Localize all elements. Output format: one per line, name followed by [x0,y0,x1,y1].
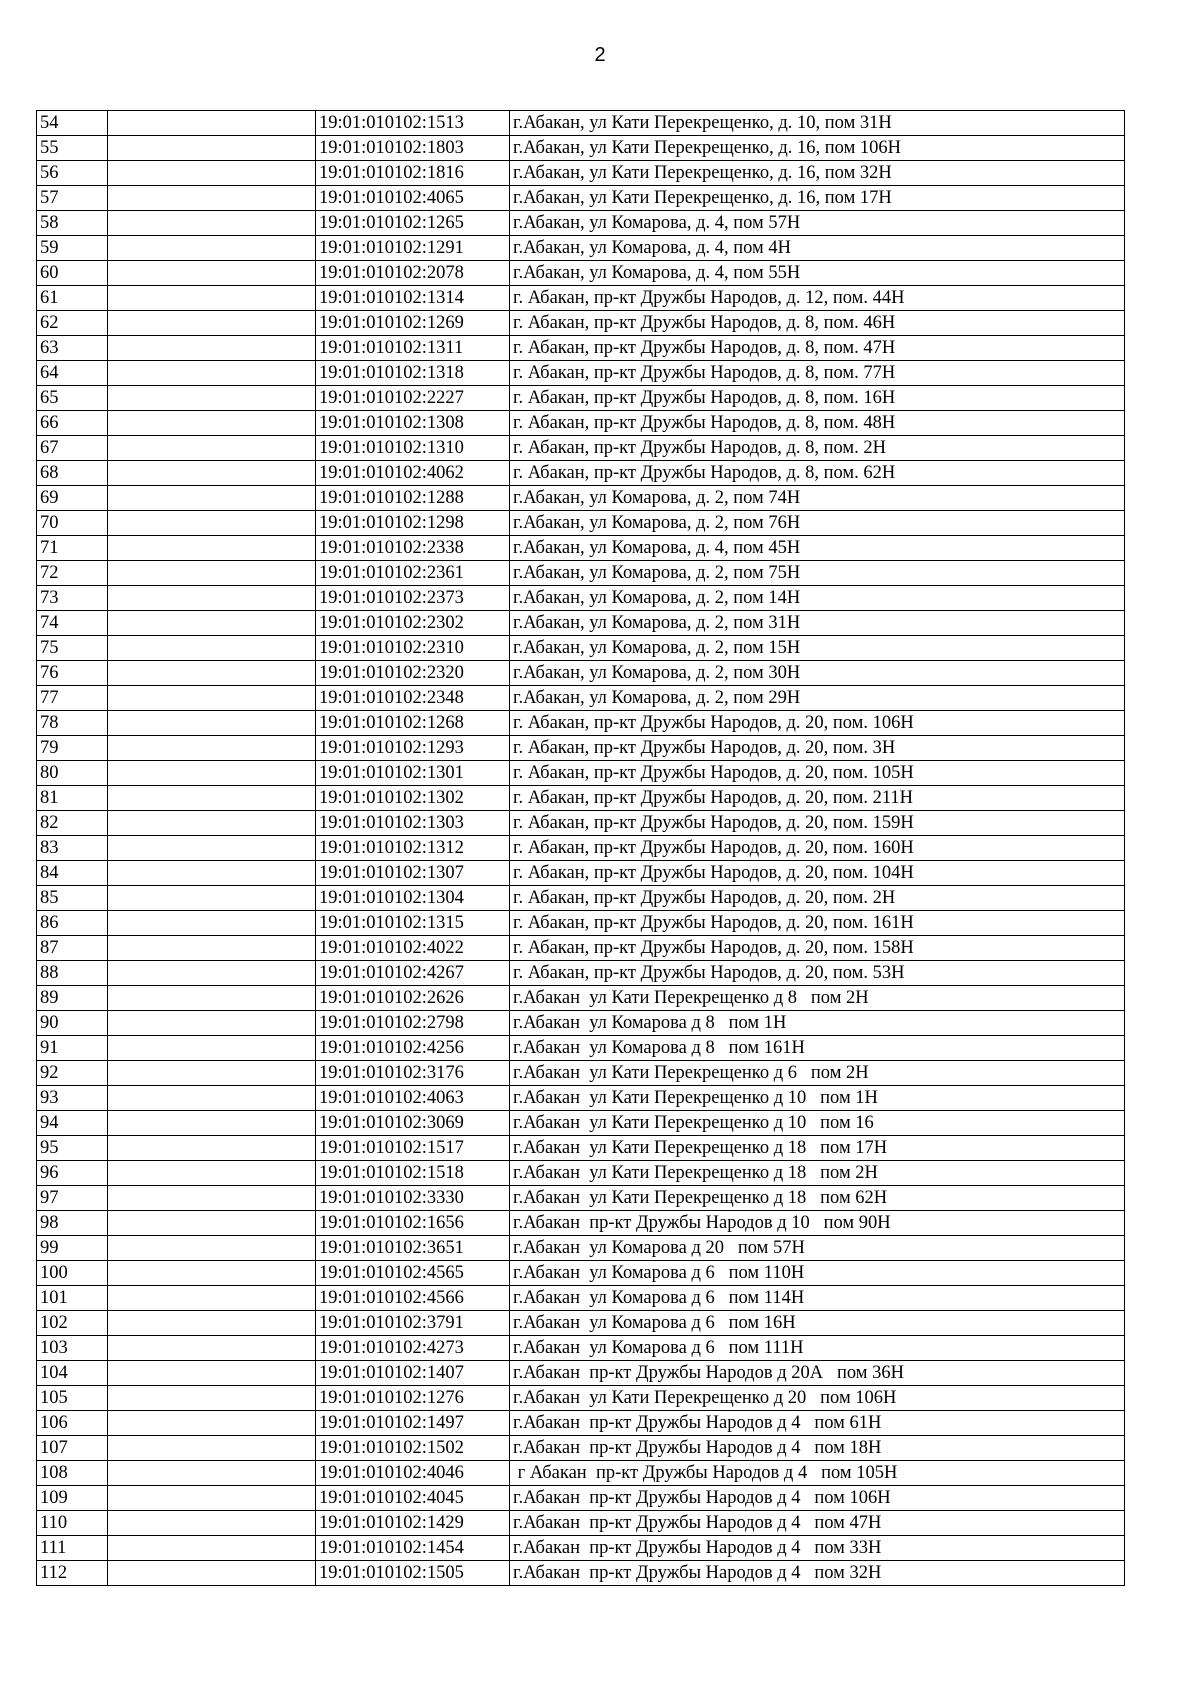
row-number-cell: 104 [37,1361,108,1386]
table-row [37,1411,1125,1436]
row-name-cell [108,1336,316,1361]
address-cell: г.Абакан, ул Кати Перекрещенко, д. 16, пом 32Н [510,161,1125,186]
row-number-cell: 56 [37,161,108,186]
cadastral-number-cell: 19:01:010102:1497 [316,1411,510,1436]
row-name-cell [108,361,316,386]
address-cell: г.Абакан, ул Комарова, д. 4, пом 4Н [510,236,1125,261]
table-row [37,636,1125,661]
row-number-cell: 96 [37,1161,108,1186]
row-number-cell: 79 [37,736,108,761]
row-number-cell: 83 [37,836,108,861]
cadastral-number-cell: 19:01:010102:1803 [316,136,510,161]
table-row [37,586,1125,611]
cadastral-number-cell: 19:01:010102:3069 [316,1111,510,1136]
row-number-cell: 86 [37,911,108,936]
table-row [37,686,1125,711]
row-name-cell [108,586,316,611]
table-row [37,1436,1125,1461]
row-name-cell [108,1261,316,1286]
row-name-cell [108,836,316,861]
row-number-cell: 97 [37,1186,108,1211]
row-name-cell [108,1211,316,1236]
row-name-cell [108,561,316,586]
row-number-cell: 87 [37,936,108,961]
row-number-cell: 108 [37,1461,108,1486]
table-row [37,136,1125,161]
address-cell: г.Абакан ул Комарова д 8 пом 1Н [510,1011,1125,1036]
address-cell: г. Абакан, пр-кт Дружбы Народов, д. 20, пом. 2Н [510,886,1125,911]
cadastral-number-cell: 19:01:010102:1307 [316,861,510,886]
row-name-cell [108,611,316,636]
table-row [37,861,1125,886]
cadastral-number-cell: 19:01:010102:4273 [316,1336,510,1361]
address-cell: г.Абакан ул Комарова д 6 пом 114Н [510,1286,1125,1311]
row-number-cell: 95 [37,1136,108,1161]
address-cell: г.Абакан, ул Кати Перекрещенко, д. 16, пом 17Н [510,186,1125,211]
cadastral-number-cell: 19:01:010102:1269 [316,311,510,336]
table-row [37,1186,1125,1211]
row-number-cell: 65 [37,386,108,411]
cadastral-number-cell: 19:01:010102:1310 [316,436,510,461]
row-number-cell: 100 [37,1261,108,1286]
address-cell: г. Абакан, пр-кт Дружбы Народов, д. 12, пом. 44Н [510,286,1125,311]
cadastral-number-cell: 19:01:010102:2348 [316,686,510,711]
table-row [37,1361,1125,1386]
cadastral-number-cell: 19:01:010102:1656 [316,1211,510,1236]
row-number-cell: 112 [37,1561,108,1586]
cadastral-number-cell: 19:01:010102:2373 [316,586,510,611]
table-row [37,1086,1125,1111]
row-number-cell: 88 [37,961,108,986]
row-name-cell [108,1186,316,1211]
address-cell: г.Абакан ул Комарова д 6 пом 111Н [510,1336,1125,1361]
table-row [37,1111,1125,1136]
address-cell: г. Абакан, пр-кт Дружбы Народов, д. 8, пом. 77Н [510,361,1125,386]
row-number-cell: 66 [37,411,108,436]
row-name-cell [108,736,316,761]
row-number-cell: 58 [37,211,108,236]
registry-table-body [37,111,1125,1586]
row-name-cell [108,386,316,411]
cadastral-number-cell: 19:01:010102:1517 [316,1136,510,1161]
table-row [37,1561,1125,1586]
row-name-cell [108,1386,316,1411]
cadastral-number-cell: 19:01:010102:1303 [316,811,510,836]
row-name-cell [108,261,316,286]
row-number-cell: 69 [37,486,108,511]
row-number-cell: 85 [37,886,108,911]
table-row [37,1036,1125,1061]
table-row [37,761,1125,786]
row-name-cell [108,1286,316,1311]
row-number-cell: 67 [37,436,108,461]
address-cell: г.Абакан ул Комарова д 20 пом 57Н [510,1236,1125,1261]
address-cell: г.Абакан ул Кати Перекрещенко д 20 пом 106Н [510,1386,1125,1411]
row-name-cell [108,1136,316,1161]
cadastral-number-cell: 19:01:010102:1301 [316,761,510,786]
cadastral-number-cell: 19:01:010102:4566 [316,1286,510,1311]
table-row [37,1386,1125,1411]
table-row [37,1536,1125,1561]
row-name-cell [108,686,316,711]
table-row [37,1486,1125,1511]
row-name-cell [108,436,316,461]
row-number-cell: 73 [37,586,108,611]
row-number-cell: 106 [37,1411,108,1436]
row-name-cell [108,1511,316,1536]
address-cell: г. Абакан, пр-кт Дружбы Народов, д. 8, пом. 2Н [510,436,1125,461]
row-number-cell: 59 [37,236,108,261]
row-name-cell [108,711,316,736]
address-cell: г.Абакан пр-кт Дружбы Народов д 4 пом 47Н [510,1511,1125,1536]
row-number-cell: 80 [37,761,108,786]
table-row [37,961,1125,986]
row-number-cell: 107 [37,1436,108,1461]
property-registry-table [36,110,1125,1586]
table-row [37,436,1125,461]
row-name-cell [108,1061,316,1086]
cadastral-number-cell: 19:01:010102:4065 [316,186,510,211]
row-name-cell [108,1111,316,1136]
address-cell: г.Абакан ул Комарова д 6 пом 110Н [510,1261,1125,1286]
table-row [37,511,1125,536]
address-cell: г. Абакан, пр-кт Дружбы Народов, д. 20, пом. 158Н [510,936,1125,961]
row-number-cell: 94 [37,1111,108,1136]
table-row [37,711,1125,736]
address-cell: г. Абакан, пр-кт Дружбы Народов, д. 8, пом. 16Н [510,386,1125,411]
cadastral-number-cell: 19:01:010102:1318 [316,361,510,386]
row-number-cell: 81 [37,786,108,811]
cadastral-number-cell: 19:01:010102:1429 [316,1511,510,1536]
row-number-cell: 68 [37,461,108,486]
address-cell: г. Абакан, пр-кт Дружбы Народов, д. 20, пом. 211Н [510,786,1125,811]
row-number-cell: 77 [37,686,108,711]
row-name-cell [108,911,316,936]
table-row [37,1461,1125,1486]
cadastral-number-cell: 19:01:010102:3176 [316,1061,510,1086]
row-number-cell: 89 [37,986,108,1011]
row-number-cell: 76 [37,661,108,686]
table-row [37,236,1125,261]
row-number-cell: 70 [37,511,108,536]
cadastral-number-cell: 19:01:010102:1513 [316,111,510,136]
address-cell: г.Абакан пр-кт Дружбы Народов д 10 пом 90Н [510,1211,1125,1236]
table-row [37,836,1125,861]
table-row [37,186,1125,211]
cadastral-number-cell: 19:01:010102:1502 [316,1436,510,1461]
row-name-cell [108,786,316,811]
table-row [37,536,1125,561]
table-row [37,886,1125,911]
row-number-cell: 92 [37,1061,108,1086]
row-number-cell: 111 [37,1536,108,1561]
row-number-cell: 78 [37,711,108,736]
row-name-cell [108,111,316,136]
address-cell: г.Абакан, ул Комарова, д. 2, пом 29Н [510,686,1125,711]
address-cell: г. Абакан, пр-кт Дружбы Народов, д. 8, пом. 47Н [510,336,1125,361]
address-cell: г.Абакан пр-кт Дружбы Народов д 20А пом 36Н [510,1361,1125,1386]
row-name-cell [108,286,316,311]
row-name-cell [108,161,316,186]
cadastral-number-cell: 19:01:010102:4063 [316,1086,510,1111]
address-cell: г.Абакан ул Кати Перекрещенко д 6 пом 2Н [510,1061,1125,1086]
row-name-cell [108,986,316,1011]
address-cell: г. Абакан, пр-кт Дружбы Народов, д. 20, пом. 53Н [510,961,1125,986]
table-row [37,936,1125,961]
cadastral-number-cell: 19:01:010102:1298 [316,511,510,536]
cadastral-number-cell: 19:01:010102:2361 [316,561,510,586]
cadastral-number-cell: 19:01:010102:2078 [316,261,510,286]
address-cell: г.Абакан пр-кт Дружбы Народов д 4 пом 18Н [510,1436,1125,1461]
table-row [37,1236,1125,1261]
address-cell: г.Абакан, ул Комарова, д. 2, пом 76Н [510,511,1125,536]
cadastral-number-cell: 19:01:010102:4267 [316,961,510,986]
row-name-cell [108,536,316,561]
table-row [37,311,1125,336]
row-name-cell [108,1011,316,1036]
table-row [37,1136,1125,1161]
table-row [37,411,1125,436]
address-cell: г Абакан пр-кт Дружбы Народов д 4 пом 105Н [510,1461,1125,1486]
address-cell: г.Абакан, ул Кати Перекрещенко, д. 10, пом 31Н [510,111,1125,136]
row-name-cell [108,1411,316,1436]
cadastral-number-cell: 19:01:010102:4046 [316,1461,510,1486]
table-row [37,111,1125,136]
table-row [37,1311,1125,1336]
row-number-cell: 98 [37,1211,108,1236]
table-row [37,286,1125,311]
cadastral-number-cell: 19:01:010102:2798 [316,1011,510,1036]
address-cell: г.Абакан, ул Кати Перекрещенко, д. 16, пом 106Н [510,136,1125,161]
table-row [37,1336,1125,1361]
row-number-cell: 91 [37,1036,108,1061]
row-number-cell: 55 [37,136,108,161]
cadastral-number-cell: 19:01:010102:4022 [316,936,510,961]
table-row [37,336,1125,361]
table-row [37,261,1125,286]
table-row [37,661,1125,686]
cadastral-number-cell: 19:01:010102:1268 [316,711,510,736]
row-number-cell: 93 [37,1086,108,1111]
table-row [37,1061,1125,1086]
cadastral-number-cell: 19:01:010102:4062 [316,461,510,486]
row-name-cell [108,761,316,786]
cadastral-number-cell: 19:01:010102:1454 [316,1536,510,1561]
row-number-cell: 72 [37,561,108,586]
table-row [37,361,1125,386]
table-row [37,461,1125,486]
row-name-cell [108,511,316,536]
table-row [37,486,1125,511]
row-name-cell [108,1086,316,1111]
row-number-cell: 57 [37,186,108,211]
table-row [37,161,1125,186]
row-number-cell: 84 [37,861,108,886]
table-row [37,811,1125,836]
table-row [37,561,1125,586]
cadastral-number-cell: 19:01:010102:1518 [316,1161,510,1186]
table-row [37,986,1125,1011]
cadastral-number-cell: 19:01:010102:4565 [316,1261,510,1286]
row-number-cell: 61 [37,286,108,311]
row-name-cell [108,1461,316,1486]
row-name-cell [108,636,316,661]
row-name-cell [108,861,316,886]
table-row [37,1211,1125,1236]
table-row [37,211,1125,236]
table-row [37,911,1125,936]
table-row [37,1261,1125,1286]
address-cell: г.Абакан, ул Комарова, д. 2, пом 15Н [510,636,1125,661]
cadastral-number-cell: 19:01:010102:1407 [316,1361,510,1386]
cadastral-number-cell: 19:01:010102:2626 [316,986,510,1011]
row-name-cell [108,936,316,961]
row-name-cell [108,1536,316,1561]
address-cell: г.Абакан, ул Комарова, д. 4, пом 45Н [510,536,1125,561]
address-cell: г. Абакан, пр-кт Дружбы Народов, д. 20, пом. 160Н [510,836,1125,861]
address-cell: г. Абакан, пр-кт Дружбы Народов, д. 20, пом. 3Н [510,736,1125,761]
row-name-cell [108,136,316,161]
row-number-cell: 71 [37,536,108,561]
address-cell: г.Абакан ул Кати Перекрещенко д 10 пом 16 [510,1111,1125,1136]
row-name-cell [108,486,316,511]
address-cell: г.Абакан ул Кати Перекрещенко д 18 пом 62Н [510,1186,1125,1211]
cadastral-number-cell: 19:01:010102:1288 [316,486,510,511]
address-cell: г.Абакан пр-кт Дружбы Народов д 4 пом 33Н [510,1536,1125,1561]
address-cell: г. Абакан, пр-кт Дружбы Народов, д. 8, пом. 62Н [510,461,1125,486]
cadastral-number-cell: 19:01:010102:1265 [316,211,510,236]
row-name-cell [108,1486,316,1511]
address-cell: г.Абакан, ул Комарова, д. 2, пом 75Н [510,561,1125,586]
row-name-cell [108,461,316,486]
row-number-cell: 103 [37,1336,108,1361]
address-cell: г. Абакан, пр-кт Дружбы Народов, д. 8, пом. 46Н [510,311,1125,336]
address-cell: г.Абакан, ул Комарова, д. 2, пом 31Н [510,611,1125,636]
row-name-cell [108,211,316,236]
cadastral-number-cell: 19:01:010102:3791 [316,1311,510,1336]
cadastral-number-cell: 19:01:010102:1308 [316,411,510,436]
cadastral-number-cell: 19:01:010102:1816 [316,161,510,186]
address-cell: г.Абакан ул Комарова д 6 пом 16Н [510,1311,1125,1336]
cadastral-number-cell: 19:01:010102:3651 [316,1236,510,1261]
cadastral-number-cell: 19:01:010102:2310 [316,636,510,661]
table-row [37,1511,1125,1536]
page-number: 2 [594,44,606,66]
row-name-cell [108,1236,316,1261]
address-cell: г.Абакан, ул Комарова, д. 4, пом 57Н [510,211,1125,236]
cadastral-number-cell: 19:01:010102:2338 [316,536,510,561]
row-name-cell [108,236,316,261]
address-cell: г.Абакан пр-кт Дружбы Народов д 4 пом 106Н [510,1486,1125,1511]
row-name-cell [108,1036,316,1061]
row-name-cell [108,1436,316,1461]
row-number-cell: 63 [37,336,108,361]
row-number-cell: 99 [37,1236,108,1261]
cadastral-number-cell: 19:01:010102:1312 [316,836,510,861]
cadastral-number-cell: 19:01:010102:4045 [316,1486,510,1511]
cadastral-number-cell: 19:01:010102:1314 [316,286,510,311]
row-name-cell [108,1161,316,1186]
address-cell: г.Абакан ул Кати Перекрещенко д 18 пом 2Н [510,1161,1125,1186]
cadastral-number-cell: 19:01:010102:1315 [316,911,510,936]
address-cell: г.Абакан ул Кати Перекрещенко д 10 пом 1Н [510,1086,1125,1111]
cadastral-number-cell: 19:01:010102:4256 [316,1036,510,1061]
address-cell: г.Абакан ул Кати Перекрещенко д 8 пом 2Н [510,986,1125,1011]
row-number-cell: 90 [37,1011,108,1036]
cadastral-number-cell: 19:01:010102:1291 [316,236,510,261]
row-name-cell [108,411,316,436]
address-cell: г.Абакан пр-кт Дружбы Народов д 4 пом 61Н [510,1411,1125,1436]
row-number-cell: 64 [37,361,108,386]
row-name-cell [108,1311,316,1336]
cadastral-number-cell: 19:01:010102:1505 [316,1561,510,1586]
address-cell: г.Абакан пр-кт Дружбы Народов д 4 пом 32Н [510,1561,1125,1586]
row-name-cell [108,811,316,836]
table-row [37,1161,1125,1186]
row-number-cell: 105 [37,1386,108,1411]
address-cell: г.Абакан ул Кати Перекрещенко д 18 пом 17Н [510,1136,1125,1161]
row-name-cell [108,661,316,686]
cadastral-number-cell: 19:01:010102:1304 [316,886,510,911]
row-number-cell: 101 [37,1286,108,1311]
row-number-cell: 75 [37,636,108,661]
table-row [37,386,1125,411]
row-number-cell: 109 [37,1486,108,1511]
row-name-cell [108,311,316,336]
table-row [37,1286,1125,1311]
address-cell: г.Абакан, ул Комарова, д. 2, пом 74Н [510,486,1125,511]
row-number-cell: 60 [37,261,108,286]
row-number-cell: 102 [37,1311,108,1336]
row-name-cell [108,336,316,361]
table-row [37,736,1125,761]
cadastral-number-cell: 19:01:010102:2302 [316,611,510,636]
row-number-cell: 54 [37,111,108,136]
address-cell: г. Абакан, пр-кт Дружбы Народов, д. 20, пом. 161Н [510,911,1125,936]
address-cell: г. Абакан, пр-кт Дружбы Народов, д. 20, пом. 105Н [510,761,1125,786]
cadastral-number-cell: 19:01:010102:2320 [316,661,510,686]
row-name-cell [108,1561,316,1586]
row-name-cell [108,1361,316,1386]
cadastral-number-cell: 19:01:010102:1302 [316,786,510,811]
table-row [37,786,1125,811]
address-cell: г.Абакан, ул Комарова, д. 4, пом 55Н [510,261,1125,286]
cadastral-number-cell: 19:01:010102:3330 [316,1186,510,1211]
address-cell: г.Абакан ул Комарова д 8 пом 161Н [510,1036,1125,1061]
cadastral-number-cell: 19:01:010102:2227 [316,386,510,411]
cadastral-number-cell: 19:01:010102:1276 [316,1386,510,1411]
address-cell: г. Абакан, пр-кт Дружбы Народов, д. 20, пом. 159Н [510,811,1125,836]
row-name-cell [108,186,316,211]
address-cell: г. Абакан, пр-кт Дружбы Народов, д. 8, пом. 48Н [510,411,1125,436]
row-number-cell: 74 [37,611,108,636]
table-row [37,1011,1125,1036]
row-name-cell [108,886,316,911]
row-number-cell: 110 [37,1511,108,1536]
address-cell: г. Абакан, пр-кт Дружбы Народов, д. 20, пом. 106Н [510,711,1125,736]
row-number-cell: 82 [37,811,108,836]
row-number-cell: 62 [37,311,108,336]
address-cell: г. Абакан, пр-кт Дружбы Народов, д. 20, пом. 104Н [510,861,1125,886]
cadastral-number-cell: 19:01:010102:1311 [316,336,510,361]
address-cell: г.Абакан, ул Комарова, д. 2, пом 30Н [510,661,1125,686]
cadastral-number-cell: 19:01:010102:1293 [316,736,510,761]
row-name-cell [108,961,316,986]
address-cell: г.Абакан, ул Комарова, д. 2, пом 14Н [510,586,1125,611]
table-row [37,611,1125,636]
